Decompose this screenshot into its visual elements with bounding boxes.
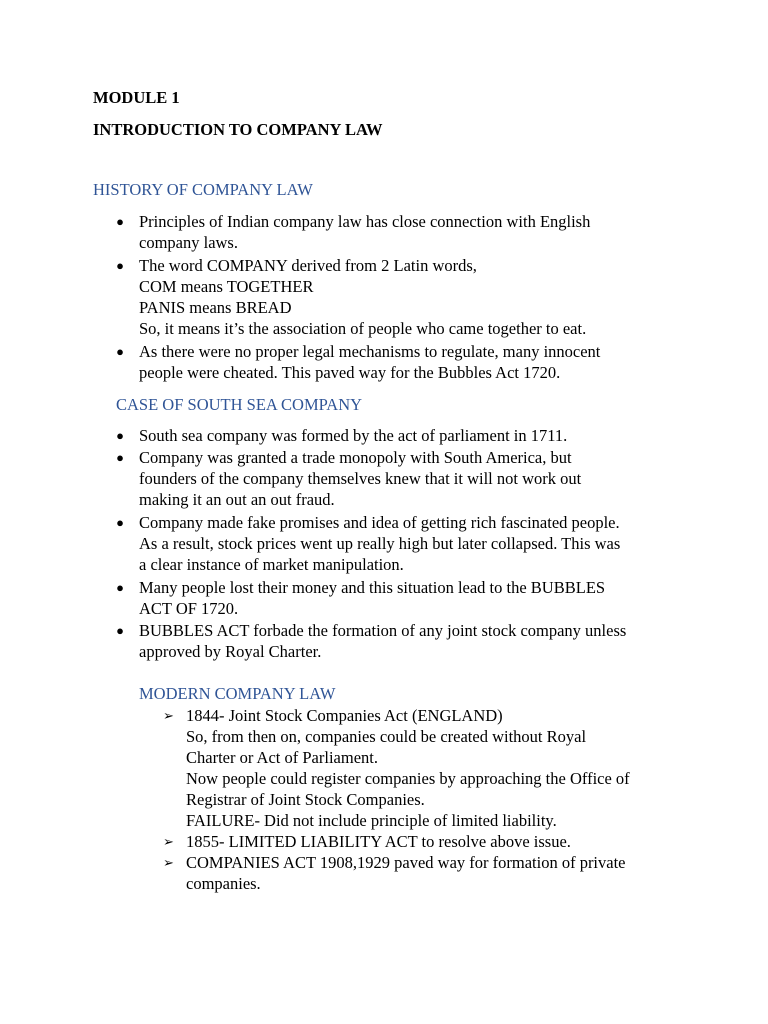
history-item-1-line-1: Principles of Indian company law has close connection with English: [139, 212, 591, 231]
bullet-dot-icon: ●: [116, 623, 124, 638]
history-item-3-line-1: As there were no proper legal mechanisms to regulate, many innocent: [139, 342, 601, 361]
south-sea-item-3-line-1: Company made fake promises and idea of getting rich fascinated people.: [139, 513, 620, 532]
bullet-dot-icon: ●: [116, 428, 124, 443]
modern-item-1-line-3: Charter or Act of Parliament.: [186, 748, 378, 767]
modern-item-1-line-6: FAILURE- Did not include principle of limited liability.: [186, 811, 557, 830]
history-item-2-line-2: COM means TOGETHER: [139, 277, 314, 296]
south-sea-item-5-line-2: approved by Royal Charter.: [139, 642, 322, 661]
south-sea-item-4-line-2: ACT OF 1720.: [139, 599, 239, 618]
history-item-2-line-1: The word COMPANY derived from 2 Latin words,: [139, 256, 477, 275]
arrow-bullet-icon: ➢: [163, 855, 174, 870]
page-title: INTRODUCTION TO COMPANY LAW: [93, 120, 383, 139]
modern-item-1-line-2: So, from then on, companies could be created without Royal: [186, 727, 587, 746]
modern-item-3-line-2: companies.: [186, 874, 261, 893]
history-item-2-line-4: So, it means it’s the association of people who came together to eat.: [139, 319, 587, 338]
south-sea-item-2-line-1: Company was granted a trade monopoly with South America, but: [139, 448, 572, 467]
south-sea-item-2-line-2: founders of the company themselves knew that it will not work out: [139, 469, 582, 488]
history-heading: HISTORY OF COMPANY LAW: [93, 180, 313, 199]
history-item-1-line-2: company laws.: [139, 233, 238, 252]
history-item-2-line-3: PANIS means BREAD: [139, 298, 292, 317]
modern-item-2-line-1: 1855- LIMITED LIABILITY ACT to resolve above issue.: [186, 832, 571, 851]
modern-heading: MODERN COMPANY LAW: [139, 684, 336, 703]
south-sea-item-3-line-3: a clear instance of market manipulation.: [139, 555, 404, 574]
history-item-3-line-2: people were cheated. This paved way for the Bubbles Act 1720.: [139, 363, 561, 382]
bullet-dot-icon: ●: [116, 515, 124, 530]
modern-item-3-line-1: COMPANIES ACT 1908,1929 paved way for formation of private: [186, 853, 626, 872]
south-sea-item-1-line-1: South sea company was formed by the act of parliament in 1711.: [139, 426, 568, 445]
arrow-bullet-icon: ➢: [163, 834, 174, 849]
south-sea-item-3-line-2: As a result, stock prices went up really high but later collapsed. This was: [139, 534, 621, 553]
bullet-dot-icon: ●: [116, 258, 124, 273]
arrow-bullet-icon: ➢: [163, 708, 174, 723]
south-sea-item-2-line-3: making it an out an out fraud.: [139, 490, 335, 509]
bullet-dot-icon: ●: [116, 344, 124, 359]
module-label: MODULE 1: [93, 88, 180, 107]
south-sea-heading: CASE OF SOUTH SEA COMPANY: [116, 395, 363, 414]
south-sea-item-4-line-1: Many people lost their money and this situation lead to the BUBBLES: [139, 578, 606, 597]
modern-item-1-line-1: 1844- Joint Stock Companies Act (ENGLAND): [186, 706, 503, 725]
bullet-dot-icon: ●: [116, 450, 124, 465]
modern-item-1-line-4: Now people could register companies by approaching the Office of: [186, 769, 630, 788]
south-sea-item-5-line-1: BUBBLES ACT forbade the formation of any joint stock company unless: [139, 621, 627, 640]
modern-item-1-line-5: Registrar of Joint Stock Companies.: [186, 790, 425, 809]
bullet-dot-icon: ●: [116, 580, 124, 595]
bullet-dot-icon: ●: [116, 214, 124, 229]
